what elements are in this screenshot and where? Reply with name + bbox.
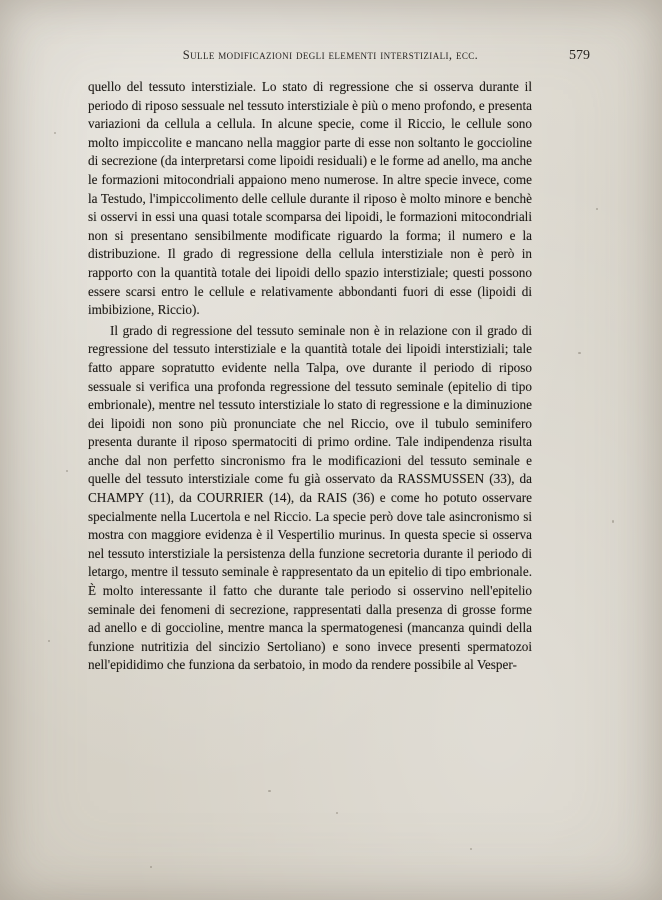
scan-speck [612, 520, 614, 523]
paragraph: quello del tessuto interstiziale. Lo stato di regressione che si osserva durante il periodo di riposo sessuale nel tessuto interstiziale è più o meno profondo, e presenta variazioni da cellula a cellula. In alcune specie, come il Riccio, le cellule sono molto impiccolite e mancano nella maggior parte di esse non soltanto le goccioline di secrezione (da interpretarsi come lipoidi residuali) e le forme ad anello, ma anche le formazioni mitocondriali appaiono meno numerose. In altre specie invece, come la Testudo, l'impiccolimento delle cellule durante il riposo è molto minore e benchè si osservi in essi una quasi totale scomparsa dei lipoidi, le formazioni mitocondriali non si presentano sensibilmente modificate riguardo la forma; il numero e la distribuzione. Il grado di regressione della cellula interstiziale non è però in rapporto con la quantità totale dei lipoidi dello spazio interstiziale; questi possono essere scarsi entro le cellule e relativamente abbondanti fuori di esse (lipoidi di imbibizione, Riccio). [88, 79, 532, 318]
scan-speck [578, 352, 581, 354]
scan-speck [54, 132, 56, 134]
page-number: 579 [569, 48, 590, 63]
scan-speck [150, 866, 152, 868]
page-header [88, 48, 590, 64]
paragraph: Il grado di regressione del tessuto seminale non è in relazione con il grado di regressione del tessuto interstiziale e la quantità totale dei lipoidi interstiziali; tale fatto appare sopratutto evidente nella Talpa, ove durante il periodo di riposo sessuale si verifica una profonda regressione del tessuto seminale (epitelio di tipo embrionale), mentre nel tessuto interstiziale lo stato di regressione e la diminuzione dei lipoidi non sono più pronunciate che nel Riccio, ove il tubulo seminifero presenta durante il riposo spermatociti di primo ordine. Tale indipendenza risulta anche dal non perfetto sincronismo fra le modificazioni del tessuto seminale e quelle del tessuto interstiziale come fu già osservato da RASSMUSSEN (33), da CHAMPY (11), da COURRIER (14), da RAIS (36) e come ho potuto osservare specialmente nella Lucertola e nel Riccio. La specie però dove tale asincronismo si mostra con maggiore evidenza è il Vespertilio murinus. In questa specie si osserva nel tessuto interstiziale la persistenza della funzione secretoria durante il periodo di letargo, mentre il tessuto seminale è rappresentato da un epitelio di tipo embrionale. È molto interessante il fatto che durante tale periodo si osservino nell'epitelio seminale dei fenomeni di secrezione, rappresentati dalla presenza di grosse forme ad anello e di goccioline, mentre manca la spermatogenesi (mancanza quindi della funzione nutritizia del sincizio Sertoliano) e sono invece presenti spermatozoi nell'epididimo che funziona da serbatoio, in modo da rendere possibile al Vesper- [88, 322, 532, 673]
scan-speck [336, 812, 338, 814]
scan-speck [66, 470, 68, 472]
page-body-text [88, 78, 532, 675]
scan-speck [596, 208, 598, 210]
scan-speck [268, 790, 271, 792]
scan-speck [470, 848, 472, 850]
scan-speck [48, 640, 50, 642]
running-title: Sulle modificazioni degli elementi interstiziali, ecc. [182, 48, 479, 62]
